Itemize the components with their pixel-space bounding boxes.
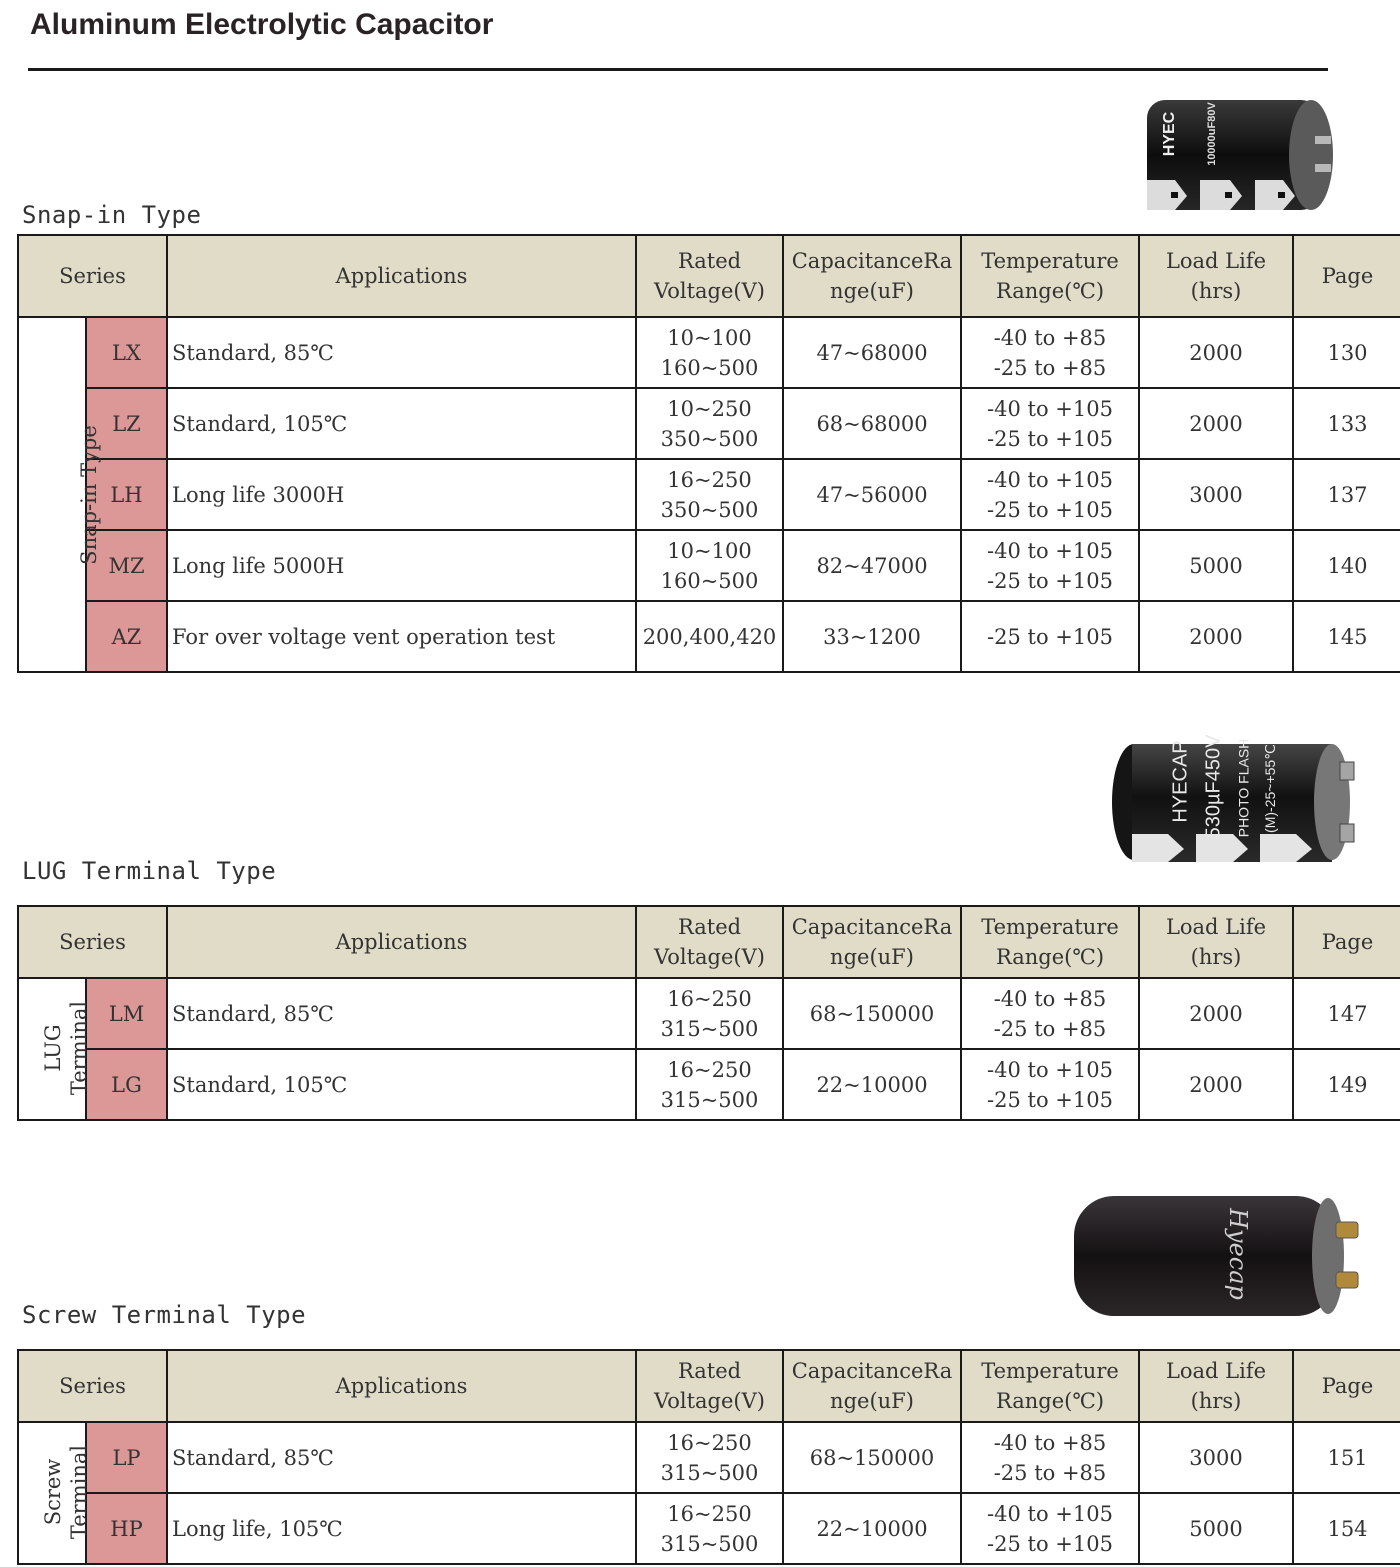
table-row [18, 601, 1400, 672]
capacitor-line3-text: PHOTO FLASH [1235, 738, 1252, 838]
capacitance-cell: 68~150000 [783, 978, 961, 1049]
load-life-cell: 2000 [1139, 317, 1293, 388]
load-life-cell: 2000 [1139, 601, 1293, 672]
page-cell: 149 [1293, 1049, 1400, 1120]
application-cell: Long life, 105℃ [167, 1493, 636, 1564]
series-code: MZ [86, 530, 167, 601]
title-divider [28, 68, 1328, 71]
capacitance-cell: 82~47000 [783, 530, 961, 601]
section-title-lug: LUG Terminal Type [22, 857, 277, 885]
table-row [18, 1493, 1400, 1564]
capacitor-brand-text: HYEC [1161, 111, 1179, 157]
table-row [18, 388, 1400, 459]
header-rated-voltage: Rated Voltage(V) [636, 235, 783, 317]
capacitance-cell: 47~56000 [783, 459, 961, 530]
header-series: Series [18, 1350, 167, 1422]
capacitance-cell: 68~68000 [783, 388, 961, 459]
application-cell: For over voltage vent operation test [167, 601, 636, 672]
voltage-cell: 200,400,420 [636, 601, 783, 672]
capacitance-cell: 22~10000 [783, 1049, 961, 1120]
table-row [18, 1049, 1400, 1120]
header-page: Page [1293, 235, 1400, 317]
temperature-cell: -40 to +85 -25 to +85 [961, 1422, 1139, 1493]
header-load-life: Load Life (hrs) [1139, 1350, 1293, 1422]
series-code: LP [86, 1422, 167, 1493]
voltage-cell: 10~100 160~500 [636, 317, 783, 388]
header-applications: Applications [167, 906, 636, 978]
header-load-life: Load Life (hrs) [1139, 906, 1293, 978]
series-code: LZ [86, 388, 167, 459]
load-life-cell: 3000 [1139, 459, 1293, 530]
voltage-cell: 16~250 315~500 [636, 978, 783, 1049]
load-life-cell: 5000 [1139, 530, 1293, 601]
group-label: Screw Terminal [18, 1422, 86, 1564]
header-capacitance: CapacitanceRa nge(uF) [783, 906, 961, 978]
series-code: LH [86, 459, 167, 530]
page-cell: 151 [1293, 1422, 1400, 1493]
voltage-cell: 10~250 350~500 [636, 388, 783, 459]
temperature-cell: -40 to +85 -25 to +85 [961, 317, 1139, 388]
capacitance-cell: 68~150000 [783, 1422, 961, 1493]
section-title-screw: Screw Terminal Type [22, 1301, 307, 1329]
page-cell: 154 [1293, 1493, 1400, 1564]
header-page: Page [1293, 906, 1400, 978]
lug-terminal-table [17, 905, 1400, 1121]
section-title-snap-in: Snap-in Type [22, 201, 202, 229]
capacitor-photo-screw [1070, 1192, 1366, 1320]
header-page: Page [1293, 1350, 1400, 1422]
voltage-cell: 16~250 315~500 [636, 1422, 783, 1493]
group-label: Snap-in Type [18, 317, 86, 672]
application-cell: Standard, 85℃ [167, 317, 636, 388]
header-temperature: Temperature Range(℃) [961, 235, 1139, 317]
page-cell: 147 [1293, 978, 1400, 1049]
load-life-cell: 5000 [1139, 1493, 1293, 1564]
page-cell: 145 [1293, 601, 1400, 672]
temperature-cell: -25 to +105 [961, 601, 1139, 672]
series-code: HP [86, 1493, 167, 1564]
voltage-cell: 16~250 315~500 [636, 1049, 783, 1120]
table-row [18, 459, 1400, 530]
header-series: Series [18, 906, 167, 978]
application-cell: Standard, 105℃ [167, 388, 636, 459]
screw-terminal-table [17, 1349, 1400, 1565]
table-row [18, 978, 1400, 1049]
header-capacitance: CapacitanceRa nge(uF) [783, 1350, 961, 1422]
series-code: LM [86, 978, 167, 1049]
series-code: AZ [86, 601, 167, 672]
page-cell: 133 [1293, 388, 1400, 459]
capacitor-spec-text: 10000uF80V [1205, 102, 1218, 166]
page-title: Aluminum Electrolytic Capacitor [30, 8, 494, 41]
load-life-cell: 2000 [1139, 1049, 1293, 1120]
capacitor-spec-text: 530µF450V [1202, 734, 1225, 839]
capacitor-line4-text: (M)-25~+55℃ [1261, 744, 1278, 833]
temperature-cell: -40 to +105 -25 to +105 [961, 388, 1139, 459]
header-temperature: Temperature Range(℃) [961, 906, 1139, 978]
voltage-cell: 16~250 315~500 [636, 1493, 783, 1564]
load-life-cell: 3000 [1139, 1422, 1293, 1493]
application-cell: Long life 3000H [167, 459, 636, 530]
temperature-cell: -40 to +85 -25 to +85 [961, 978, 1139, 1049]
application-cell: Standard, 85℃ [167, 978, 636, 1049]
header-applications: Applications [167, 235, 636, 317]
header-applications: Applications [167, 1350, 636, 1422]
header-load-life: Load Life (hrs) [1139, 235, 1293, 317]
temperature-cell: -40 to +105 -25 to +105 [961, 1493, 1139, 1564]
load-life-cell: 2000 [1139, 978, 1293, 1049]
page-cell: 140 [1293, 530, 1400, 601]
application-cell: Long life 5000H [167, 530, 636, 601]
series-code: LX [86, 317, 167, 388]
header-rated-voltage: Rated Voltage(V) [636, 1350, 783, 1422]
series-code: LG [86, 1049, 167, 1120]
capacitance-cell: 47~68000 [783, 317, 961, 388]
page-cell: 137 [1293, 459, 1400, 530]
header-rated-voltage: Rated Voltage(V) [636, 906, 783, 978]
table-row [18, 1422, 1400, 1493]
temperature-cell: -40 to +105 -25 to +105 [961, 459, 1139, 530]
application-cell: Standard, 85℃ [167, 1422, 636, 1493]
header-series: Series [18, 235, 167, 317]
temperature-cell: -40 to +105 -25 to +105 [961, 1049, 1139, 1120]
snap-in-table [17, 234, 1400, 673]
application-cell: Standard, 105℃ [167, 1049, 636, 1120]
load-life-cell: 2000 [1139, 388, 1293, 459]
page-cell: 130 [1293, 317, 1400, 388]
group-label: LUG Terminal [18, 978, 86, 1120]
table-row [18, 530, 1400, 601]
header-capacitance: CapacitanceRa nge(uF) [783, 235, 961, 317]
capacitance-cell: 33~1200 [783, 601, 961, 672]
header-temperature: Temperature Range(℃) [961, 1350, 1139, 1422]
voltage-cell: 16~250 350~500 [636, 459, 783, 530]
table-row [18, 317, 1400, 388]
temperature-cell: -40 to +105 -25 to +105 [961, 530, 1139, 601]
capacitor-brand-text: HYECAP [1169, 740, 1192, 823]
voltage-cell: 10~100 160~500 [636, 530, 783, 601]
capacitor-brand-text: Hyecap [1223, 1208, 1252, 1300]
capacitance-cell: 22~10000 [783, 1493, 961, 1564]
